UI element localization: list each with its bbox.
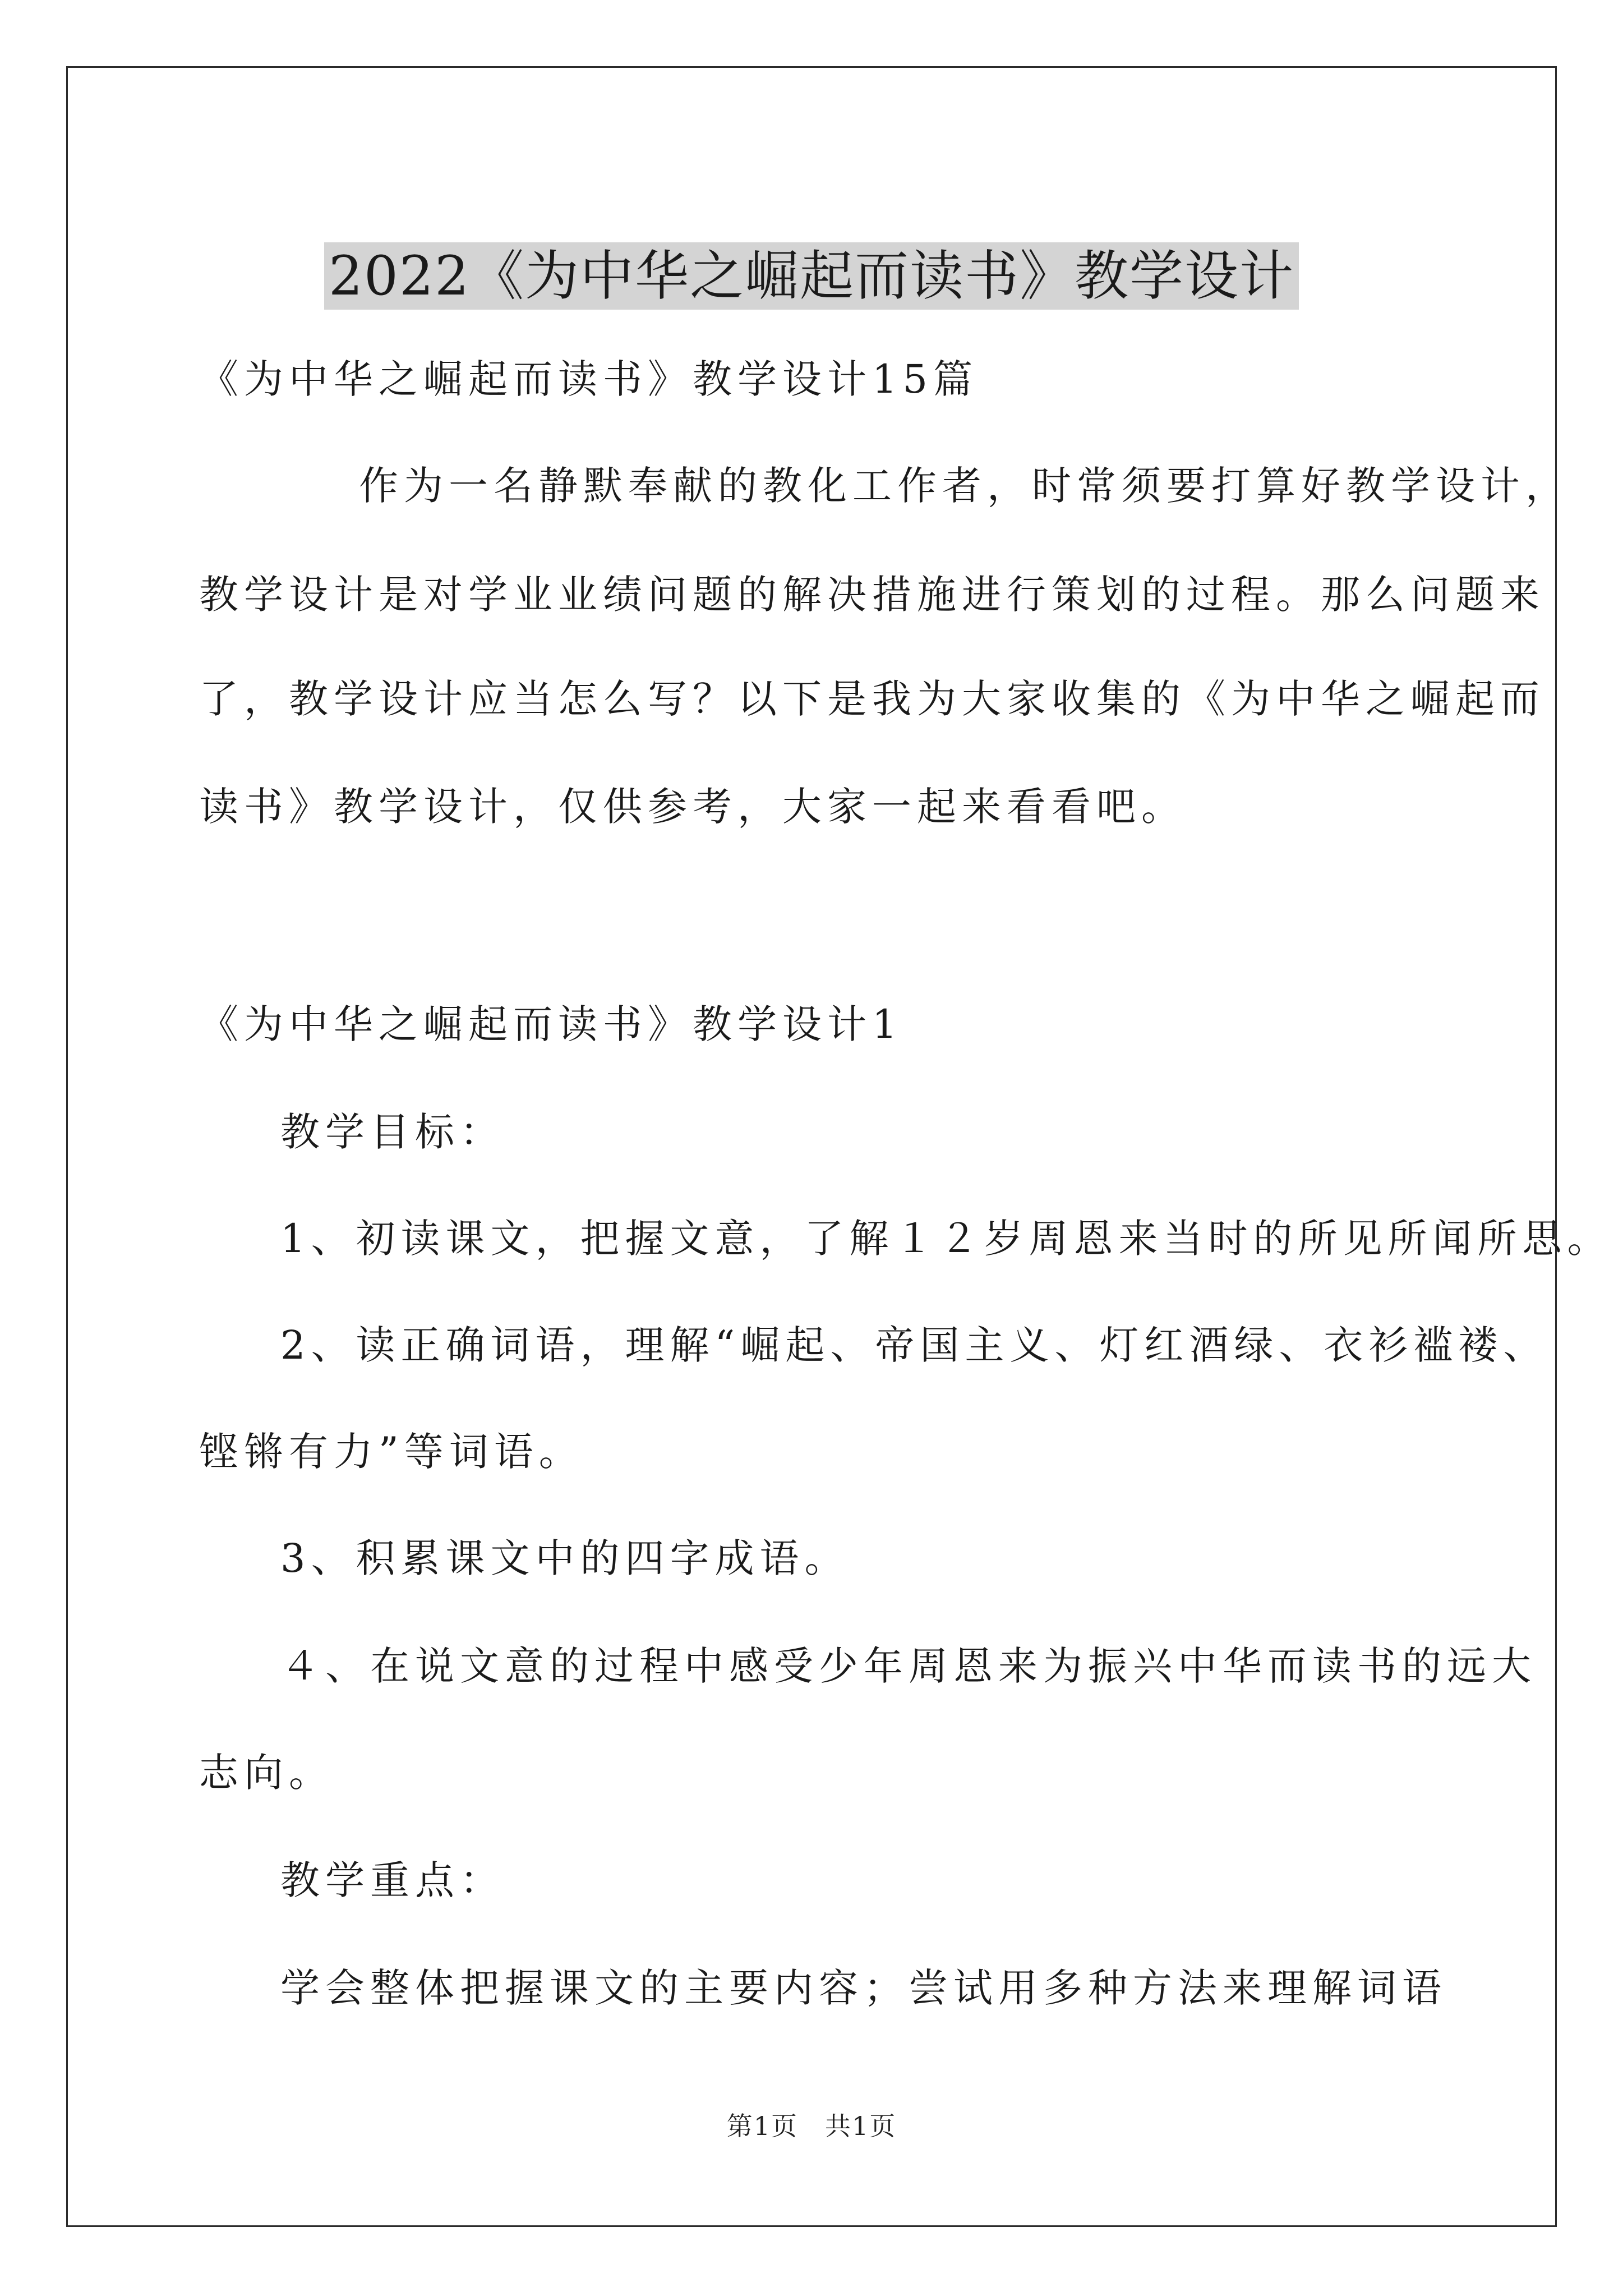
key-text: 学会整体把握课文的主要内容；尝试用多种方法来理解词语 — [280, 1965, 1447, 2011]
section-heading: 《为中华之崛起而读书》教学设计1 — [199, 1001, 903, 1047]
intro-line-3: 了，教学设计应当怎么写？以下是我为大家收集的《为中华之崛起而 — [199, 676, 1545, 722]
goal-2-line-1: 2、读正确词语，理解“崛起、帝国主义、灯红酒绿、衣衫褴褛、 — [280, 1322, 1548, 1368]
key-label: 教学重点： — [280, 1857, 505, 1903]
goal-1: 1、初读课文，把握文意，了解１２岁周恩来当时的所见所闻所思。 — [280, 1216, 1612, 1262]
goal-2-line-2: 铿锵有力”等词语。 — [199, 1429, 584, 1475]
page-number: 第1页 共1页 — [726, 2111, 897, 2141]
goals-label: 教学目标： — [280, 1109, 505, 1155]
goal-3: 3、积累课文中的四字成语。 — [280, 1535, 850, 1581]
goal-4-line-1: ４、在说文意的过程中感受少年周恩来为振兴中华而读书的远大 — [280, 1643, 1537, 1689]
goal-4-line-2: 志向。 — [199, 1750, 334, 1796]
intro-line-1: 作为一名静默奉献的教化工作者，时常须要打算好教学设计， — [359, 463, 1570, 509]
intro-line-4: 读书》教学设计，仅供参考，大家一起来看看吧。 — [199, 784, 1186, 830]
document-title: 2022《为中华之崛起而读书》教学设计 — [0, 237, 1623, 315]
document-subtitle: 《为中华之崛起而读书》教学设计15篇 — [199, 356, 979, 402]
intro-line-2: 教学设计是对学业业绩问题的解决措施进行策划的过程。那么问题来 — [199, 572, 1545, 618]
